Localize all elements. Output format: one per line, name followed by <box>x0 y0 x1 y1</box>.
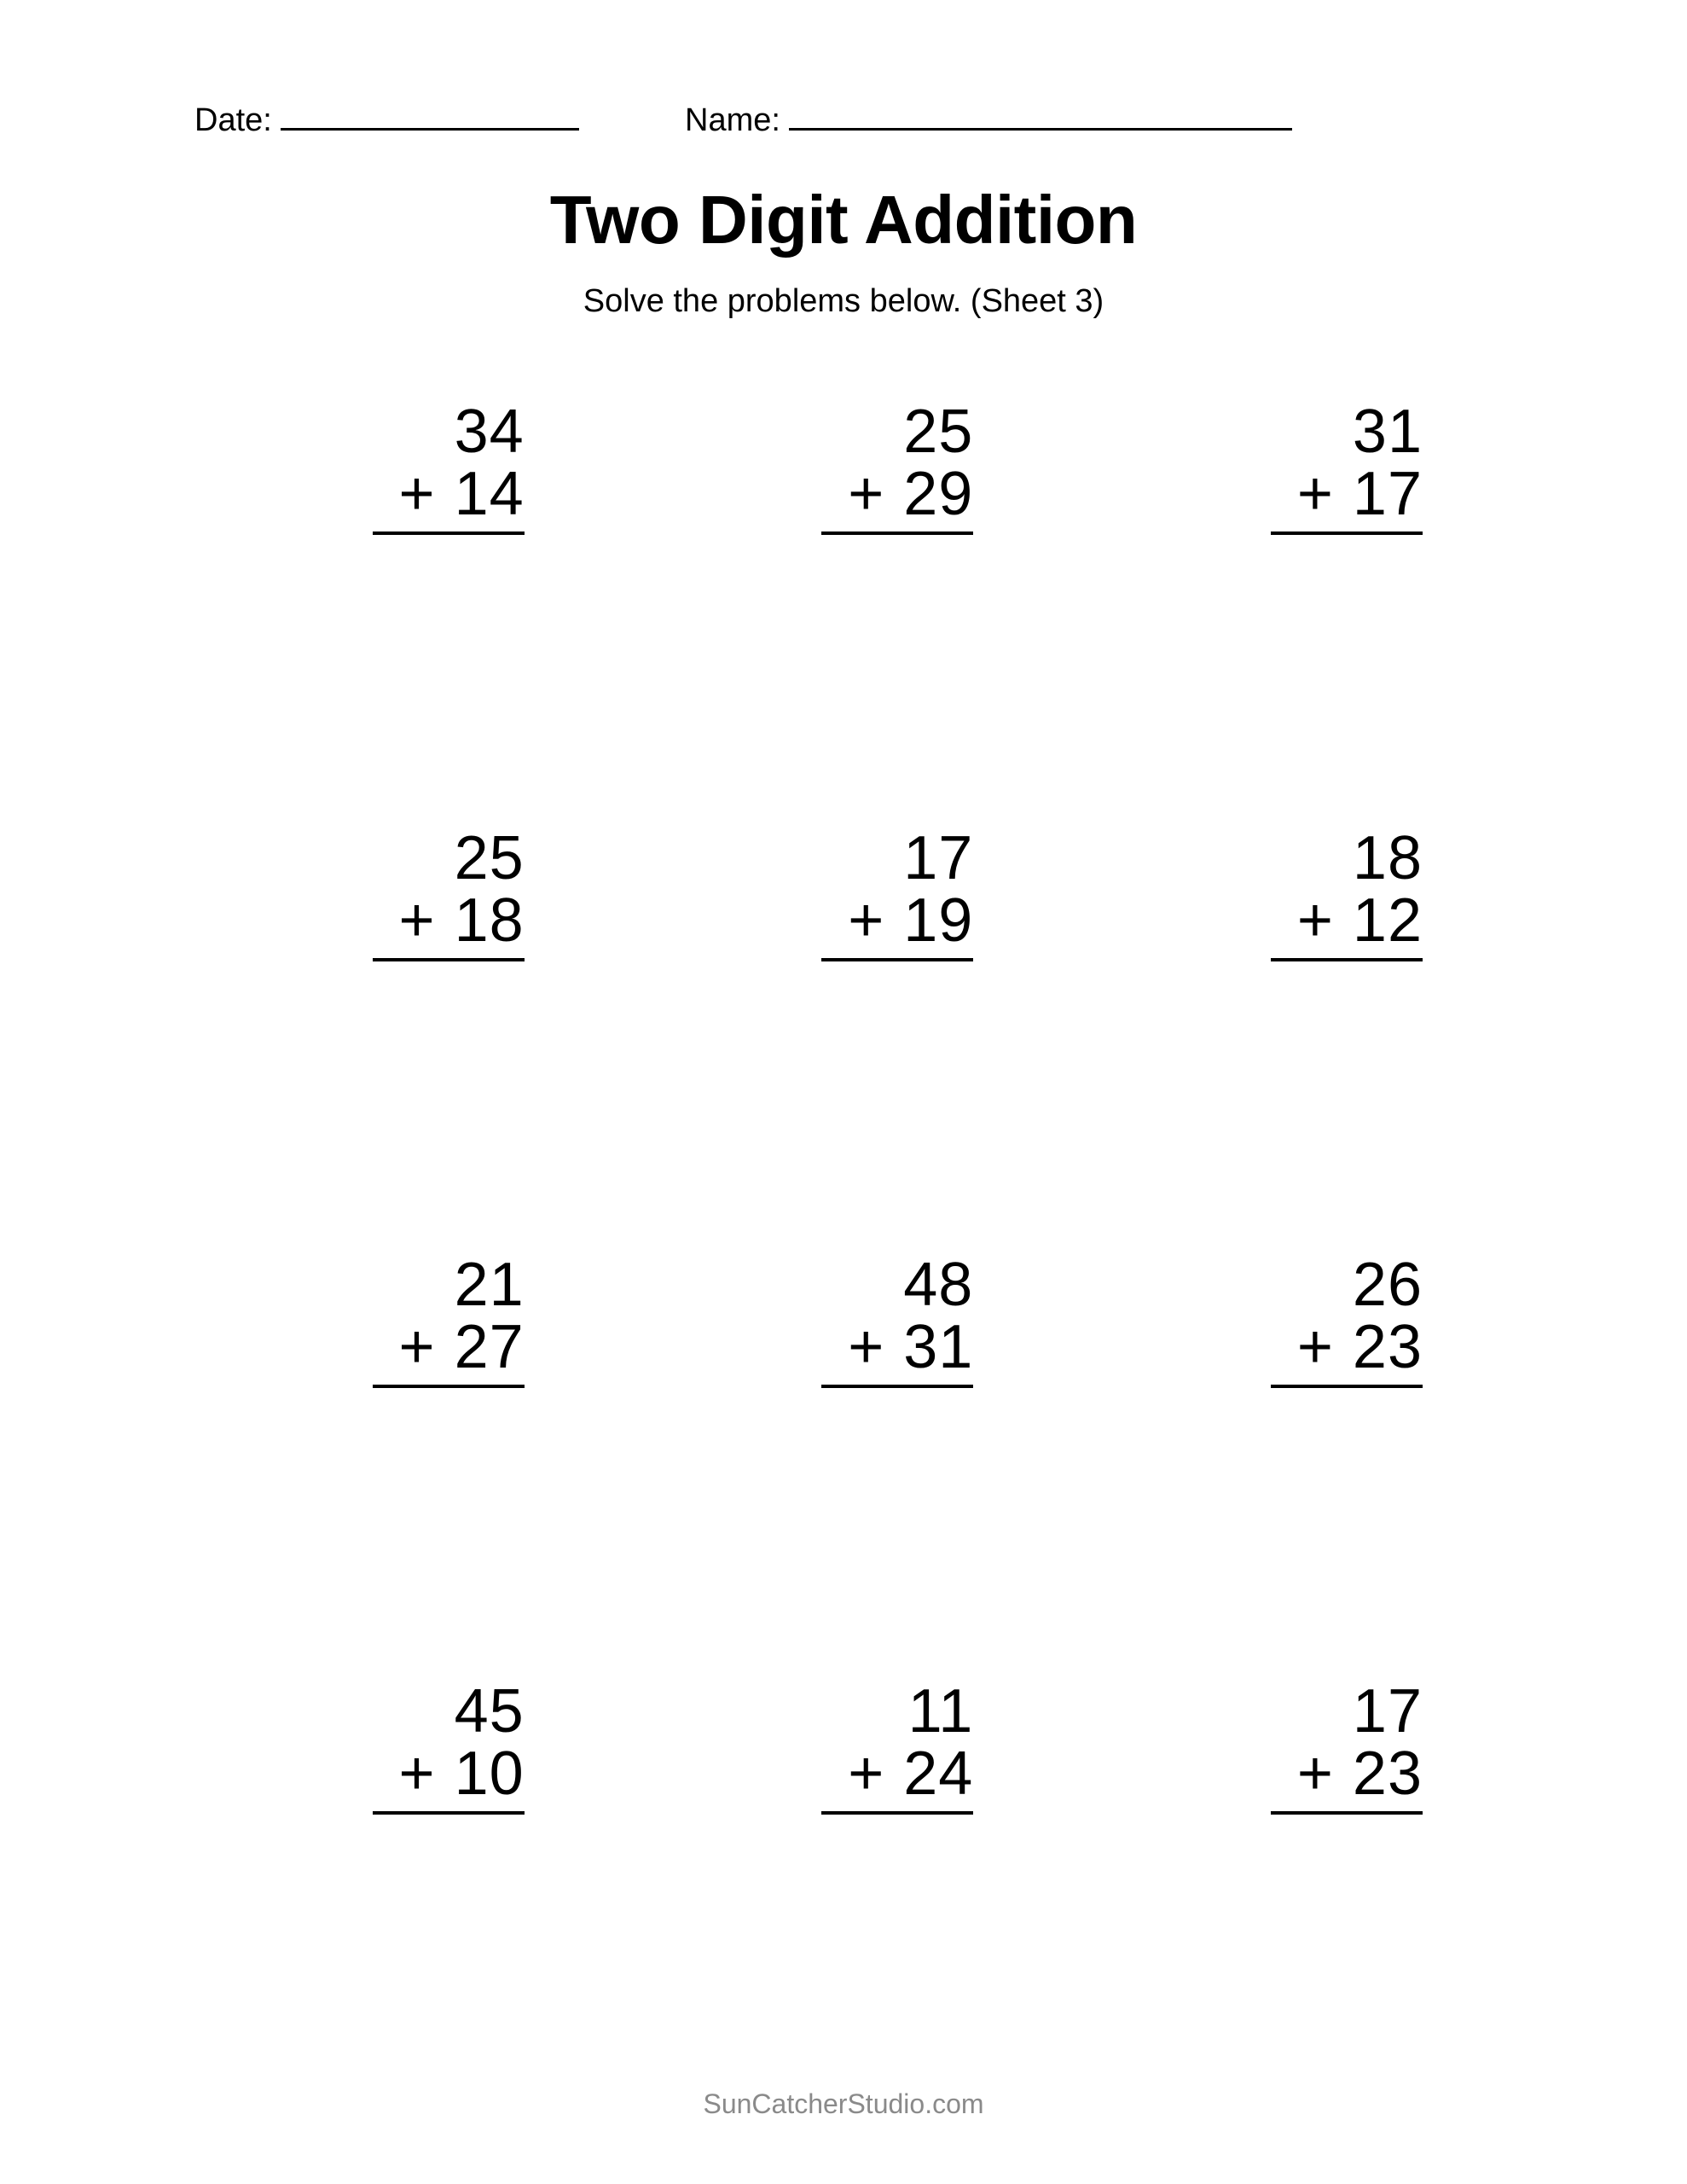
problem-9 <box>1069 1251 1518 1681</box>
plus-icon: + <box>398 1313 436 1382</box>
addend-top: 17 <box>1352 1677 1423 1745</box>
answer-rule <box>821 1811 973 1815</box>
answer-rule <box>821 1385 973 1388</box>
addend-bottom: 27 <box>454 1313 525 1382</box>
problem-6 <box>1069 824 1518 1254</box>
addend-bottom-row <box>848 886 974 956</box>
addend-top: 48 <box>903 1251 974 1319</box>
addend-bottom: 23 <box>1352 1740 1423 1809</box>
plus-icon: + <box>398 460 436 529</box>
date-label: Date: <box>194 102 272 138</box>
answer-rule <box>373 531 525 535</box>
addend-bottom-row <box>1296 1313 1423 1382</box>
plus-icon: + <box>398 886 436 956</box>
answer-rule <box>373 1811 525 1815</box>
answer-rule <box>821 531 973 535</box>
answer-rule <box>1271 1385 1423 1388</box>
addend-top: 45 <box>454 1677 525 1745</box>
problem-1 <box>171 398 620 828</box>
answer-rule <box>1271 958 1423 961</box>
addend-bottom: 10 <box>454 1740 525 1809</box>
problem-3 <box>1069 398 1518 828</box>
problem-10 <box>171 1677 620 2107</box>
plus-icon: + <box>848 1313 885 1382</box>
addend-top: 25 <box>454 824 525 892</box>
addend-top: 21 <box>454 1251 525 1319</box>
name-write-line[interactable] <box>789 101 1292 131</box>
addend-bottom: 18 <box>454 886 525 956</box>
page-subtitle: Solve the problems below. (Sheet 3) <box>583 283 1104 319</box>
addend-bottom: 12 <box>1352 886 1423 956</box>
addend-bottom-row <box>848 1313 974 1382</box>
addend-bottom-row <box>398 1313 525 1382</box>
answer-rule <box>373 1385 525 1388</box>
problem-12 <box>1069 1677 1518 2107</box>
addend-bottom: 17 <box>1352 460 1423 529</box>
addend-bottom-row <box>848 460 974 529</box>
footer-attribution: SunCatcherStudio.com <box>703 2088 984 2119</box>
addend-bottom: 29 <box>903 460 974 529</box>
name-field <box>685 101 1292 136</box>
plus-icon: + <box>1296 1740 1334 1809</box>
answer-rule <box>1271 1811 1423 1815</box>
problems-grid <box>171 398 1518 2107</box>
addend-top: 34 <box>454 398 525 466</box>
addend-top: 26 <box>1352 1251 1423 1319</box>
problem-5 <box>620 824 1070 1254</box>
addend-bottom-row <box>1296 460 1423 529</box>
name-label: Name: <box>685 102 780 138</box>
answer-rule <box>1271 531 1423 535</box>
addend-bottom-row <box>398 1740 525 1809</box>
addend-bottom: 24 <box>903 1740 974 1809</box>
addend-bottom: 23 <box>1352 1313 1423 1382</box>
addend-top: 18 <box>1352 824 1423 892</box>
problem-8 <box>620 1251 1070 1681</box>
plus-icon: + <box>848 886 885 956</box>
addend-top: 17 <box>903 824 974 892</box>
plus-icon: + <box>848 1740 885 1809</box>
problem-7 <box>171 1251 620 1681</box>
addend-bottom-row <box>848 1740 974 1809</box>
addend-bottom-row <box>1296 1740 1423 1809</box>
addend-bottom-row <box>398 886 525 956</box>
addend-bottom: 14 <box>454 460 525 529</box>
addend-bottom: 31 <box>903 1313 974 1382</box>
problem-4 <box>171 824 620 1254</box>
addend-bottom: 19 <box>903 886 974 956</box>
date-write-line[interactable] <box>281 101 579 131</box>
problem-2 <box>620 398 1070 828</box>
addend-top: 31 <box>1352 398 1423 466</box>
addend-bottom-row <box>1296 886 1423 956</box>
plus-icon: + <box>1296 1313 1334 1382</box>
plus-icon: + <box>1296 460 1334 529</box>
date-field <box>194 101 579 136</box>
plus-icon: + <box>1296 886 1334 956</box>
plus-icon: + <box>398 1740 436 1809</box>
addend-bottom-row <box>398 460 525 529</box>
answer-rule <box>373 958 525 961</box>
plus-icon: + <box>848 460 885 529</box>
addend-top: 11 <box>907 1677 974 1745</box>
addend-top: 25 <box>903 398 974 466</box>
header-fields <box>0 101 1687 152</box>
problem-11 <box>620 1677 1070 2107</box>
page-title: Two Digit Addition <box>549 182 1138 258</box>
answer-rule <box>821 958 973 961</box>
